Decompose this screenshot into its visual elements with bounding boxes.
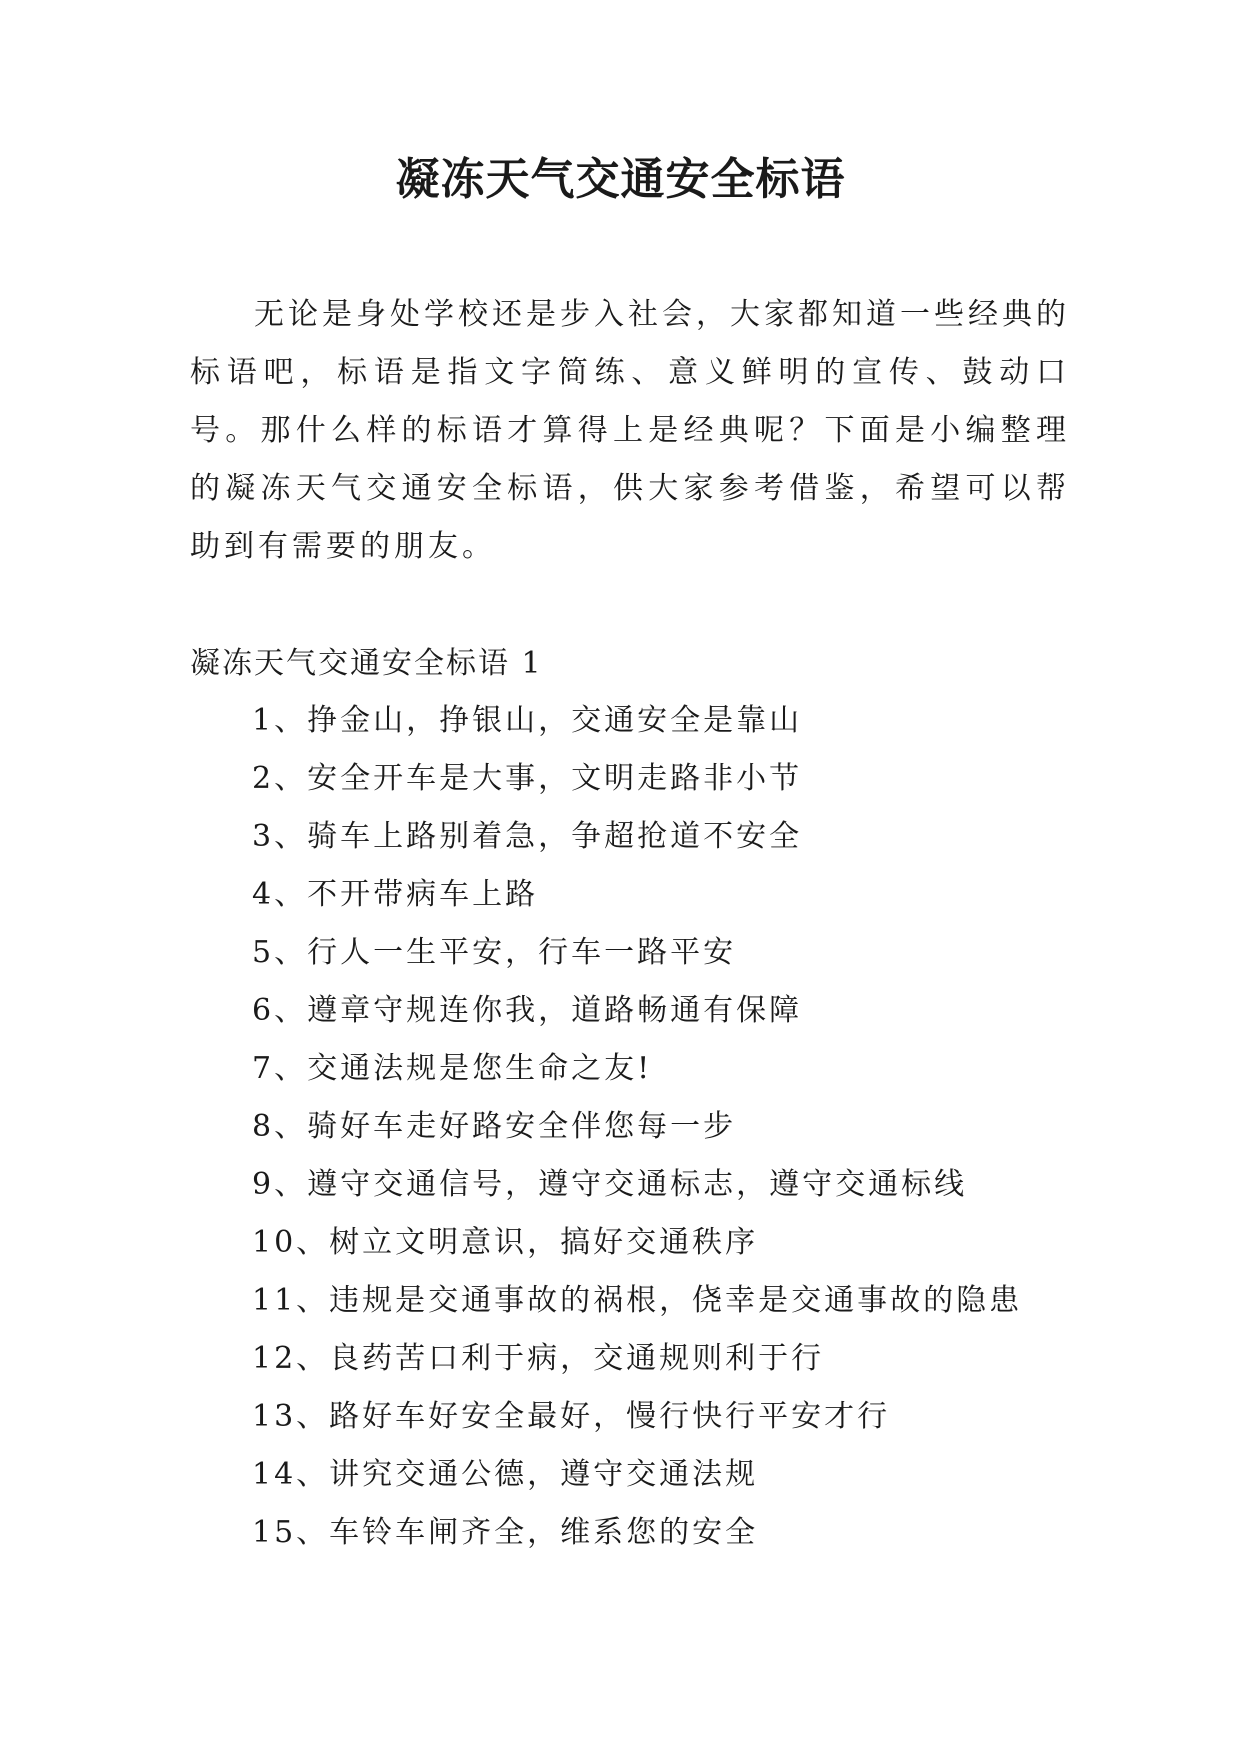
slogan-list bbox=[252, 692, 1022, 1562]
page-title: 凝冻天气交通安全标语 bbox=[395, 154, 846, 205]
slogan-item-6: 6、遵章守规连你我，道路畅通有保障 bbox=[252, 993, 803, 1028]
slogan-item-13: 13、路好车好安全最好，慢行快行平安才行 bbox=[252, 1399, 891, 1434]
slogan-item-2: 2、安全开车是大事，文明走路非小节 bbox=[252, 761, 803, 796]
slogan-item-5: 5、行人一生平安，行车一路平安 bbox=[252, 935, 737, 970]
slogan-item-7: 7、交通法规是您生命之友! bbox=[252, 1051, 653, 1086]
slogan-item-15: 15、车铃车闸齐全，维系您的安全 bbox=[252, 1515, 759, 1550]
slogan-item-12: 12、良药苦口利于病，交通规则利于行 bbox=[252, 1341, 825, 1376]
slogan-item-8: 8、骑好车走好路安全伴您每一步 bbox=[252, 1109, 737, 1144]
slogan-item-14: 14、讲究交通公德，遵守交通法规 bbox=[252, 1457, 759, 1492]
intro-paragraph: 无论是身处学校还是步入社会，大家都知道一些经典的标语吧，标语是指文字简练、意义鲜明的宣传、鼓动口号。那什么样的标语才算得上是经典呢？下面是小编整理的凝冻天气交通安全标语，供大家参考借鉴，希望可以帮助到有需要的朋友。 bbox=[190, 297, 1070, 564]
slogan-item-11: 11、违规是交通事故的祸根，侥幸是交通事故的隐患 bbox=[252, 1283, 1023, 1318]
slogan-item-4: 4、不开带病车上路 bbox=[252, 877, 539, 912]
section-heading: 凝冻天气交通安全标语 1 bbox=[190, 646, 543, 681]
slogan-item-1: 1、挣金山，挣银山，交通安全是靠山 bbox=[252, 703, 803, 738]
slogan-item-3: 3、骑车上路别着急，争超抢道不安全 bbox=[252, 819, 803, 854]
slogan-item-10: 10、树立文明意识，搞好交通秩序 bbox=[252, 1225, 759, 1260]
slogan-item-9: 9、遵守交通信号，遵守交通标志，遵守交通标线 bbox=[252, 1167, 968, 1202]
